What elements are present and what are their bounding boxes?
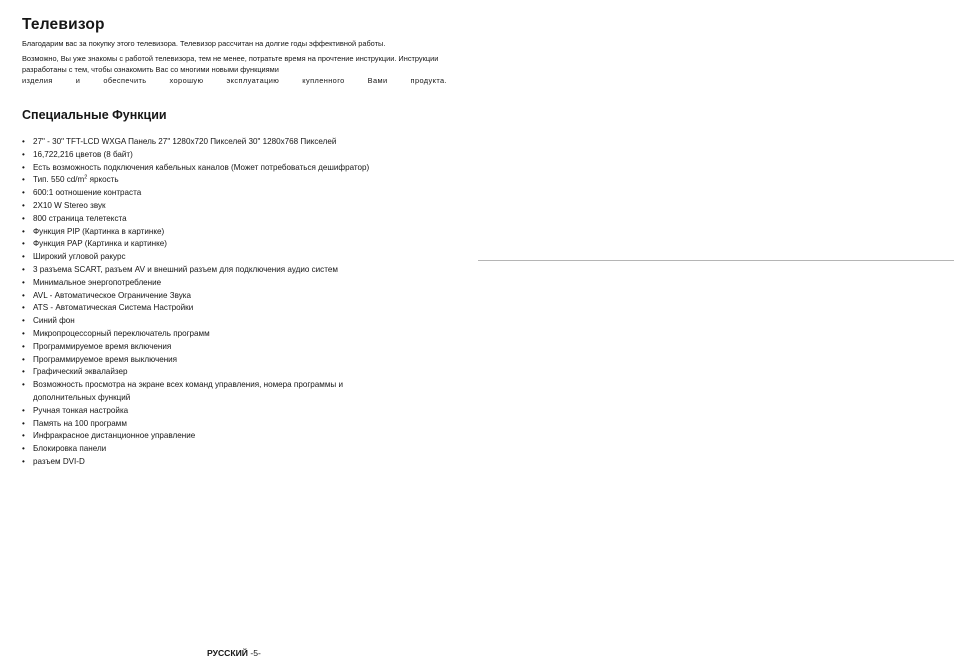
page-divider [478, 260, 954, 261]
feature-item: • 27" - 30" TFT-LCD WXGA Панель 27" 1280x720 Пикселей 30" 1280x768 Пикселей [22, 136, 447, 149]
feature-item: • Программируемое время включения [22, 341, 447, 354]
feature-item: • Инфракрасное дистанционное управление [22, 430, 447, 443]
intro-paragraph-1: Благодарим вас за покупку этого телевизора. Телевизор рассчитан на долгие годы эффективной работы. [22, 39, 386, 48]
section-title: Специальные Функции [22, 108, 167, 122]
feature-item: • Ручная тонкая настройка [22, 405, 447, 418]
intro-paragraph-2-line-1: Возможно, Вы уже знакомы с работой телевизора, тем не менее, потратьте время на прочтение инструкции. Инструкции разработаны с тем, чтобы ознакомить Вас со многими новыми функциями [22, 54, 439, 74]
feature-item: • Блокировка панели [22, 443, 447, 456]
feature-item: • 2X10 W Stereo звук [22, 200, 447, 213]
feature-item: • ATS - Автоматическая Система Настройки [22, 302, 447, 315]
feature-item: • 800 страница телетекста [22, 213, 447, 226]
intro-paragraph-2-last-line: изделия и обеспечить хорошую эксплуатацию купленного Вами продукта. [22, 76, 447, 85]
feature-item: • Память на 100 программ [22, 418, 447, 431]
page-title: Телевизор [22, 16, 105, 33]
feature-item: • 3 разъема SCART, разъем AV и внешний разъем для подключения аудио систем [22, 264, 447, 277]
feature-item: • AVL - Автоматическое Ограничение Звука [22, 290, 447, 303]
feature-item: • Микропроцессорный переключатель программ [22, 328, 447, 341]
feature-list [22, 136, 447, 469]
page-number: -5- [250, 648, 261, 658]
feature-item: • 600:1 оотношение контраста [22, 187, 447, 200]
feature-text: Тип. 550 cd/m [33, 175, 85, 185]
feature-item: • 16,722,216 цветов (8 байт) [22, 149, 447, 162]
feature-item: • Возможность просмотра на экране всех команд управления, номера программы и дополнительных функций [22, 379, 447, 405]
feature-item: • Функция PIP (Картинка в картинке) [22, 226, 447, 239]
feature-item: • Широкий угловой ракурс [22, 251, 447, 264]
footer-language: РУССКИЙ [207, 648, 248, 658]
left-page [22, 16, 447, 469]
feature-item: • Графический эквалайзер [22, 366, 447, 379]
feature-item: • Синий фон [22, 315, 447, 328]
feature-item: • разъем DVI-D [22, 456, 447, 469]
feature-item: • Функция PAP (Картинка и картинке) [22, 238, 447, 251]
feature-item: • Есть возможность подключения кабельных каналов (Может потребоваться дешифратор) [22, 162, 447, 175]
feature-text: яркость [87, 175, 119, 185]
superscript: 2 [84, 174, 88, 181]
feature-item: • Минимальное энергопотребление [22, 277, 447, 290]
intro-paragraph-2 [22, 53, 447, 75]
feature-item [22, 174, 447, 187]
page-footer [207, 648, 261, 658]
feature-item: • Программируемое время выключения [22, 354, 447, 367]
